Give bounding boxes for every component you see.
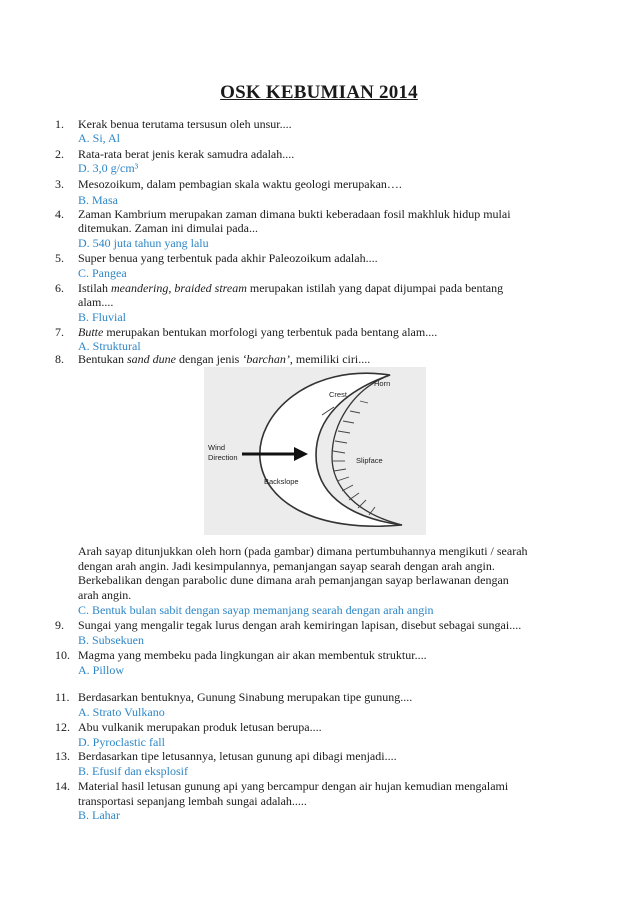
- horn-label: Horn: [374, 379, 391, 388]
- question-number: 8.: [55, 352, 64, 366]
- direction-label: Direction: [208, 453, 238, 462]
- answer-text: B. Subsekuen: [78, 633, 144, 647]
- question-number: 13.: [55, 749, 70, 763]
- question-text: Magma yang membeku pada lingkungan air akan membentuk struktur....: [78, 648, 427, 662]
- question-text: Berdasarkan bentuknya, Gunung Sinabung merupakan tipe gunung....: [78, 690, 413, 704]
- question-number: 11.: [55, 690, 70, 704]
- question-number: 5.: [55, 251, 64, 265]
- question-term: meandering, braided stream: [111, 281, 247, 295]
- question-number: 2.: [55, 147, 64, 161]
- explanation-line: arah angin.: [78, 588, 132, 602]
- answer-text: B. Efusif dan eksplosif: [78, 764, 188, 778]
- answer-text: D. 3,0 g/cm³: [78, 161, 139, 175]
- answer-text: A. Struktural: [78, 339, 141, 353]
- wind-label: Wind: [208, 443, 226, 452]
- question-text: Super benua yang terbentuk pada akhir Paleozoikum adalah....: [78, 251, 378, 265]
- question-text: Rata-rata berat jenis kerak samudra adalah....: [78, 147, 295, 161]
- question-text-continued: ditemukan. Zaman ini dimulai pada...: [78, 221, 258, 235]
- explanation-line: Berkebalikan dengan parabolic dune dimana arah pemanjangan sayap berlawanan dengan: [78, 573, 509, 587]
- backslope-label: Backslope: [264, 477, 299, 486]
- question-text: Bentukan sand dune dengan jenis ‘barchan’, memiliki ciri....: [78, 352, 371, 366]
- question-number: 6.: [55, 281, 64, 295]
- slipface-label: Slipface: [356, 456, 383, 465]
- explanation-line: dengan arah angin. Jadi kesimpulannya, pemanjangan sayap searah dengan arah angin.: [78, 559, 495, 573]
- question-number: 3.: [55, 177, 64, 191]
- question-text-continued: alam....: [78, 295, 114, 309]
- answer-text: C. Bentuk bulan sabit dengan sayap memanjang searah dengan arah angin: [78, 603, 434, 617]
- crest-label: Crest: [329, 390, 347, 399]
- question-number: 12.: [55, 720, 70, 734]
- question-text: Kerak benua terutama tersusun oleh unsur....: [78, 117, 292, 131]
- answer-text: D. Pyroclastic fall: [78, 735, 165, 749]
- question-text: Mesozoikum, dalam pembagian skala waktu geologi merupakan….: [78, 177, 402, 191]
- answer-text: C. Pangea: [78, 266, 127, 280]
- answer-text: A. Strato Vulkano: [78, 705, 165, 719]
- answer-text: A. Pillow: [78, 663, 125, 677]
- question-text: Berdasarkan tipe letusannya, letusan gunung api dibagi menjadi....: [78, 749, 397, 763]
- question-text: Istilah meandering, braided stream merupakan istilah yang dapat dijumpai pada bentang: [78, 281, 504, 295]
- question-term: Butte: [78, 325, 104, 339]
- question-number: 10.: [55, 648, 70, 662]
- explanation-line: Arah sayap ditunjukkan oleh horn (pada gambar) dimana pertumbuhannya mengikuti / searah: [78, 544, 528, 558]
- question-number: 14.: [55, 779, 70, 793]
- question-text: Butte merupakan bentukan morfologi yang terbentuk pada bentang alam....: [78, 325, 438, 339]
- question-number: 4.: [55, 207, 64, 221]
- answer-text: B. Fluvial: [78, 310, 127, 324]
- answer-text: D. 540 juta tahun yang lalu: [78, 236, 209, 250]
- question-number: 7.: [55, 325, 64, 339]
- question-term: sand dune: [127, 352, 176, 366]
- question-text: Abu vulkanik merupakan produk letusan berupa....: [78, 720, 322, 734]
- question-text: Zaman Kambrium merupakan zaman dimana bukti keberadaan fosil makhluk hidup mulai: [78, 207, 511, 221]
- question-text-continued: transportasi sepanjang lembah sungai adalah.....: [78, 794, 307, 808]
- question-text: Material hasil letusan gunung api yang bercampur dengan air hujan kemudian mengalami: [78, 779, 509, 793]
- answer-text: B. Masa: [78, 193, 118, 207]
- question-number: 1.: [55, 117, 64, 131]
- answer-text: A. Si, Al: [78, 131, 121, 145]
- page-title: OSK KEBUMIAN 2014: [220, 82, 418, 103]
- question-number: 9.: [55, 618, 64, 632]
- barchan-dune-diagram: [204, 367, 426, 535]
- question-text: Sungai yang mengalir tegak lurus dengan arah kemiringan lapisan, disebut sebagai sungai....: [78, 618, 522, 632]
- answer-text: B. Lahar: [78, 808, 120, 822]
- question-term: ‘barchan’: [242, 352, 290, 366]
